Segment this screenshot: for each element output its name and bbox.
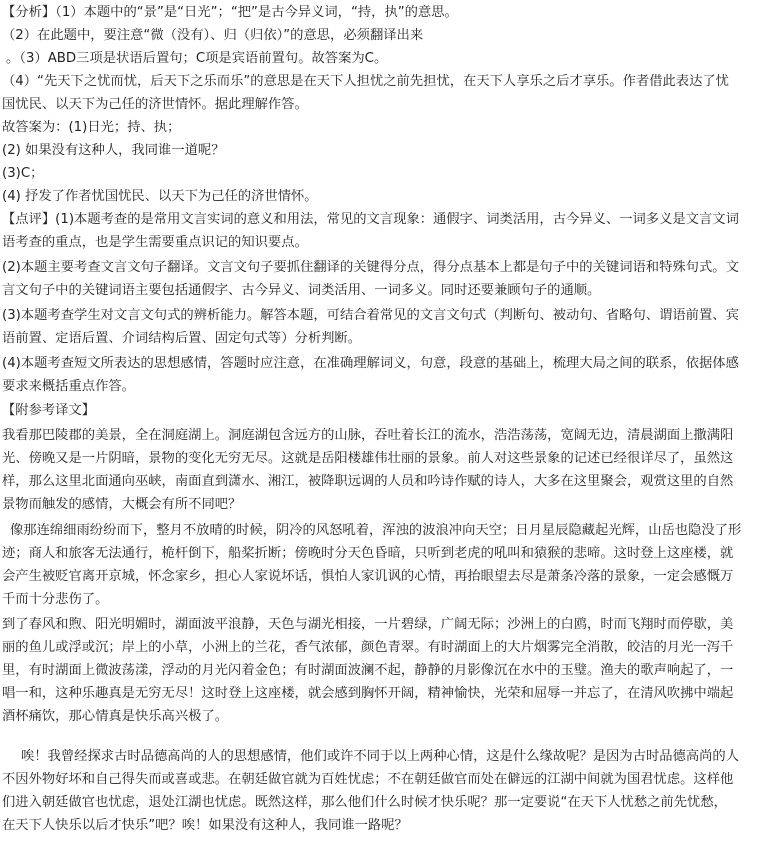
translation-p3-line-1: 到了春风和煦、阳光明媚时，湖面波平浪静，天色与湖光相接，一片碧绿，广阔无际；沙洲上的白鸥，时而飞翔时而停歇，美 (2, 617, 734, 632)
comment-line-7: (4)本题考查短文所表达的思想感情，答题时应注意，在准确理解词义，句意，段意的基础上，梳理大局之间的联系，依据体感 (2, 356, 739, 371)
translation-p2-line-1: 像那连绵细雨纷纷而下，整月不放晴的时候，阴冷的风怒吼着，浑浊的波浪冲向天空；日月星辰隐藏起光辉，山岳也隐没了形 (10, 523, 742, 538)
comment-line-4: 言文句子中的关键词语主要包括通假字、古今异义、词类活用、一词多义。同时还要兼顾句子的通顺。 (2, 283, 601, 298)
translation-p4-line-4: 在天下人快乐以后才快乐”吧？唉！如果没有这种人，我同谁一路呢？ (2, 818, 408, 833)
translation-p2-line-4: 千而十分悲伤了。 (2, 592, 109, 607)
comment-line-8: 要求来概括重点作答。 (2, 379, 135, 394)
comment-line-3: (2)本题主要考查文言文句子翻译。文言文句子要抓住翻译的关键得分点，得分点基本上都是句子中的关键词语和特殊句式。文 (2, 260, 739, 275)
translation-p1-line-4: 景物而触发的感情，大概会有所不同吧？ (2, 497, 242, 512)
answer-line-4: (4) 抒发了作者忧国忧民、以天下为己任的济世情怀。 (2, 189, 318, 204)
comment-line-6: 语前置、定语后置、介词结构后置、固定句式等）分析判断。 (2, 331, 362, 346)
comment-heading-line: 【点评】(1)本题考查的是常用文言实词的意义和用法，常见的文言现象：通假字、词类活用，古今异义、一词多义是文言文词 (2, 212, 739, 227)
answer-line-3: (3)C； (2, 166, 44, 181)
analysis-heading-line: 【分析】（1）本题中的“景”是“日光”；“把”是古今异义词，“持，执”的意思。 (2, 5, 458, 20)
analysis-line-5: 国忧民、以天下为己任的济世情怀。据此理解作答。 (2, 97, 308, 112)
translation-heading: 【附参考译文】 (2, 403, 96, 418)
translation-p4-line-3: 们进入朝廷做官也忧虑，退处江湖也忧虑。既然这样，那么他们什么时候才快乐呢？那一定要说“在天下人忧愁之前先忧愁， (2, 795, 727, 810)
answer-line-2: (2) 如果没有这种人，我同谁一道呢？ (2, 143, 225, 158)
translation-p1-line-2: 光、傍晚又是一片阴暗，景物的变化无穷无尽。这就是岳阳楼雄伟壮丽的景象。前人对这些景象的记述已经很详尽了，虽然这 (2, 451, 734, 466)
answer-line-1: 故答案为：(1)日光；持、执； (2, 120, 181, 135)
comment-line-2: 语考查的重点，也是学生需要重点识记的知识要点。 (2, 235, 308, 250)
translation-p3-line-2: 丽的鱼儿或浮或沉；岸上的小草，小洲上的兰花，香气浓郁，颜色青翠。有时湖面上的大片烟雾完全消散，皎洁的月光一泻千 (2, 640, 734, 655)
translation-p2-line-2: 迹；商人和旅客无法通行，桅杆倒下，船桨折断；傍晚时分天色昏暗，只听到老虎的吼叫和猿猴的悲啼。这时登上这座楼，就 (2, 546, 734, 561)
translation-p3-line-5: 酒杯痛饮，那心情真是快乐高兴极了。 (2, 709, 229, 724)
analysis-line-4: （4）“先天下之忧而忧，后天下之乐而乐”的意思是在天下人担忧之前先担忧，在天下人享乐之后才享乐。作者借此表达了忧 (2, 74, 729, 89)
translation-p1-line-3: 样，那么这里北面通向巫峡，南面直到潇水、湘江，被降职远调的人员和吟诗作赋的诗人，大多在这里聚会，观赏这里的自然 (2, 474, 734, 489)
translation-p3-line-3: 里，有时湖面上微波荡漾，浮动的月光闪着金色；有时湖面波澜不起，静静的月影像沉在水中的玉璧。渔夫的歌声响起了，一 (2, 663, 734, 678)
translation-p3-line-4: 唱一和，这种乐趣真是无穷无尽！这时登上这座楼，就会感到胸怀开阔，精神愉快，光荣和屈辱一并忘了，在清风吹拂中端起 (2, 686, 734, 701)
translation-p4-line-1: 唉！我曾经探求古时品德高尚的人的思想感情，他们或许不同于以上两种心情，这是什么缘故呢？是因为古时品德高尚的人 (21, 749, 740, 764)
analysis-line-2: （2）在此题中，要注意“微（没有）、归（归依）”的意思，必须翻译出来 (2, 28, 424, 43)
analysis-line-3: 。（3）ABD三项是状语后置句；C项是宾语前置句。故答案为C。 (6, 51, 388, 66)
translation-p2-line-3: 会产生被贬官离开京城，怀念家乡，担心人家说坏话，惧怕人家讥讽的心情，再抬眼望去尽是萧条冷落的景象，一定会感慨万 (2, 569, 734, 584)
translation-p4-line-2: 不因外物好坏和自己得失而或喜或悲。在朝廷做官就为百姓忧虑；不在朝廷做官而处在僻远的江湖中间就为国君忧虑。这样他 (2, 772, 734, 787)
translation-p1-line-1: 我看那巴陵郡的美景，全在洞庭湖上。洞庭湖包含远方的山脉，吞吐着长江的流水，浩浩荡荡，宽阔无边，清晨湖面上撒满阳 (2, 428, 734, 443)
comment-line-5: (3)本题考查学生对文言文句式的辨析能力。解答本题，可结合着常见的文言文句式（判断句、被动句、省略句、谓语前置、宾 (2, 308, 739, 323)
